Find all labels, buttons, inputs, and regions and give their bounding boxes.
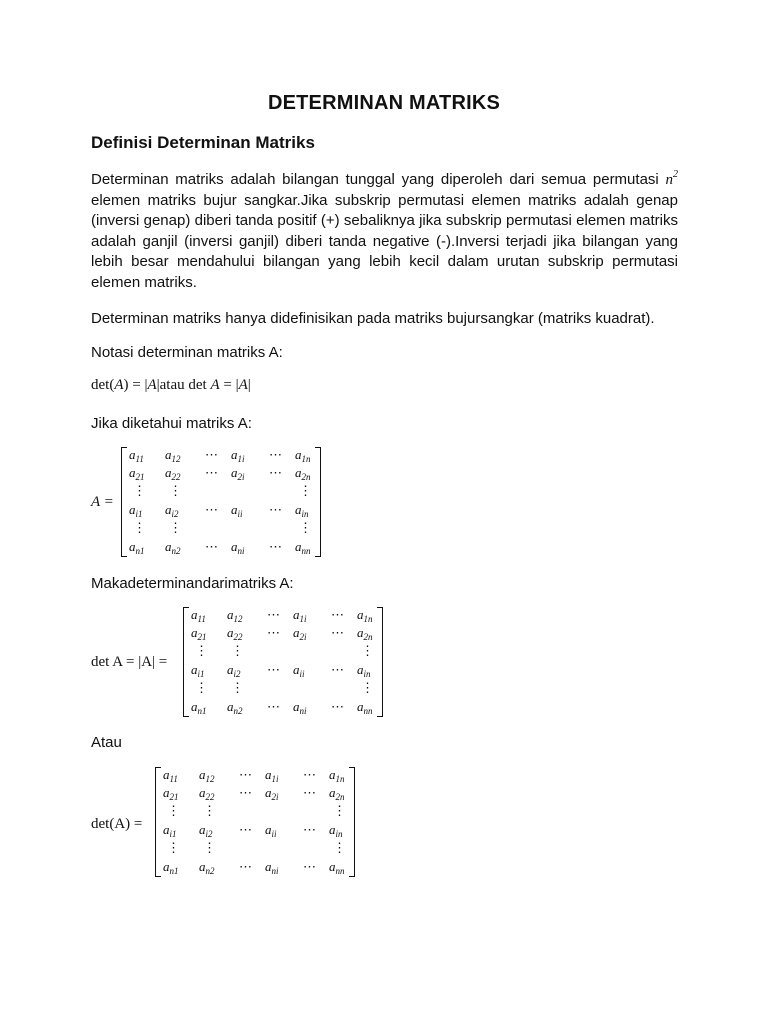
vdots: ⋮ — [133, 483, 146, 498]
matrix-entry: $a_{nn}$ — [329, 859, 345, 876]
matrix-entry: $a_{i2}$ — [199, 822, 213, 839]
hdots: ⋯ — [269, 502, 282, 517]
vdots: ⋮ — [195, 643, 208, 658]
matrix-entry: $a_{in}$ — [357, 662, 371, 679]
matrix-entry: $a_{1n}$ — [295, 447, 311, 464]
right-bracket — [377, 607, 383, 717]
matrix-entry: $a_{n1}$ — [129, 539, 145, 556]
matrix-entry: $a_{n2}$ — [199, 859, 215, 876]
matrix-entry: $a_{ni}$ — [265, 859, 279, 876]
hdots: ⋯ — [331, 625, 344, 640]
matrix-entry: $a_{ni}$ — [231, 539, 245, 556]
matrix-entry: $a_{ii}$ — [293, 662, 305, 679]
hdots: ⋯ — [267, 625, 280, 640]
definition-text-rest: elemen matriks bujur sangkar.Jika subskrip permutasi elemen matriks adalah genap (inversi genap) diberi tanda positif (+) sebaliknya jika subskrip permutasi elemen matriks adalah ganjil (inversi ganjil) diberi tanda negative (-).Inversi terjadi jika bilangan yang lebih besar mendahului bilangan yang lebih kecil dalam urutan subskrip permutasi elemen matriks. — [91, 191, 678, 291]
matrix-entry: $a_{2i}$ — [265, 785, 279, 802]
hdots: ⋯ — [269, 539, 282, 554]
hdots: ⋯ — [269, 465, 282, 480]
vdots: ⋮ — [361, 643, 374, 658]
matrix-entry: $a_{11}$ — [129, 447, 144, 464]
formula-part-5: | — [247, 377, 251, 393]
n-squared-symbol — [665, 169, 679, 188]
section-heading: Definisi Determinan Matriks — [91, 133, 315, 152]
hdots: ⋯ — [331, 662, 344, 677]
matrix-entry: $a_{21}$ — [129, 465, 145, 482]
matrix-entry: $a_{ii}$ — [265, 822, 277, 839]
formula-part-2: ) = | — [123, 377, 148, 393]
hdots: ⋯ — [331, 699, 344, 714]
matrix-entry: $a_{22}$ — [165, 465, 181, 482]
vdots: ⋮ — [333, 803, 346, 818]
determinant-label: Makadeterminandarimatriks A: — [91, 575, 294, 592]
page-title: DETERMINAN MATRIKS — [267, 92, 501, 114]
matrix-entry: $a_{in}$ — [295, 502, 309, 519]
notation-formula — [91, 377, 251, 394]
matrix-entry: $a_{ni}$ — [293, 699, 307, 716]
vdots: ⋮ — [231, 680, 244, 695]
matrix-entry: $a_{1i}$ — [231, 447, 245, 464]
formula-var-a: A — [238, 377, 248, 393]
given-label: Jika diketahui matriks A: — [91, 415, 252, 432]
vdots: ⋮ — [167, 840, 180, 855]
vdots: ⋮ — [361, 680, 374, 695]
matrix-a — [121, 447, 321, 557]
hdots: ⋯ — [331, 607, 344, 622]
n-symbol: n — [665, 172, 674, 188]
matrix-entry: $a_{i1}$ — [129, 502, 143, 519]
matrix-entry: $a_{ii}$ — [231, 502, 243, 519]
right-bracket — [349, 767, 355, 877]
matrix-entry: $a_{2n}$ — [329, 785, 345, 802]
hdots: ⋯ — [303, 785, 316, 800]
hdots: ⋯ — [303, 767, 316, 782]
hdots: ⋯ — [239, 785, 252, 800]
hdots: ⋯ — [303, 822, 316, 837]
matrix-entry: $a_{n1}$ — [191, 699, 207, 716]
matrix-entry: $a_{12}$ — [165, 447, 181, 464]
formula-part-4: = | — [219, 377, 239, 393]
matrix-det-paren — [155, 767, 355, 877]
vdots: ⋮ — [203, 840, 216, 855]
matrix-entry: $a_{21}$ — [163, 785, 179, 802]
definition-paragraph — [91, 170, 678, 293]
matrix-entry: $a_{nn}$ — [357, 699, 373, 716]
matrix-entry: $a_{n1}$ — [163, 859, 179, 876]
matrix-entry: $a_{n2}$ — [227, 699, 243, 716]
matrix-entry: $a_{in}$ — [329, 822, 343, 839]
matrix-entry: $a_{22}$ — [227, 625, 243, 642]
matrix-det-abs — [183, 607, 383, 717]
hdots: ⋯ — [239, 767, 252, 782]
formula-var-a: A — [210, 377, 220, 393]
hdots: ⋯ — [239, 859, 252, 874]
det-paren-lhs: det(A) = — [91, 816, 143, 832]
matrix-entry: $a_{nn}$ — [295, 539, 311, 556]
vdots: ⋮ — [333, 840, 346, 855]
matrix-entry: $a_{2n}$ — [295, 465, 311, 482]
hdots: ⋯ — [205, 502, 218, 517]
matrix-entry: $a_{i1}$ — [163, 822, 177, 839]
hdots: ⋯ — [303, 859, 316, 874]
hdots: ⋯ — [267, 662, 280, 677]
vdots: ⋮ — [299, 483, 312, 498]
matrix-entry: $a_{2i}$ — [231, 465, 245, 482]
vdots: ⋮ — [169, 520, 182, 535]
matrix-entry: $a_{i2}$ — [165, 502, 179, 519]
or-label: Atau — [91, 734, 122, 751]
vdots: ⋮ — [203, 803, 216, 818]
hdots: ⋯ — [205, 447, 218, 462]
vdots: ⋮ — [195, 680, 208, 695]
formula-part-1: det( — [91, 377, 115, 393]
matrix-a-lhs: A = — [91, 494, 114, 510]
vdots: ⋮ — [299, 520, 312, 535]
exponent-2: 2 — [673, 169, 679, 180]
vdots: ⋮ — [133, 520, 146, 535]
hdots: ⋯ — [269, 447, 282, 462]
matrix-entry: $a_{11}$ — [191, 607, 206, 624]
matrix-entry: $a_{12}$ — [199, 767, 215, 784]
definition-text-start: Determinan matriks adalah bilangan tunggal yang diperoleh dari semua permutasi — [91, 171, 659, 188]
formula-var-a: A — [147, 377, 157, 393]
matrix-entry: $a_{12}$ — [227, 607, 243, 624]
left-bracket — [155, 767, 161, 877]
det-abs-lhs: det A = |A| = — [91, 654, 168, 670]
matrix-entry: $a_{1n}$ — [357, 607, 373, 624]
vdots: ⋮ — [231, 643, 244, 658]
vdots: ⋮ — [169, 483, 182, 498]
left-bracket — [121, 447, 127, 557]
square-matrix-note: Determinan matriks hanya didefinisikan pada matriks bujursangkar (matriks kuadrat). — [91, 310, 655, 327]
matrix-entry: $a_{21}$ — [191, 625, 207, 642]
matrix-entry: $a_{i1}$ — [191, 662, 205, 679]
vdots: ⋮ — [167, 803, 180, 818]
hdots: ⋯ — [267, 699, 280, 714]
matrix-entry: $a_{2n}$ — [357, 625, 373, 642]
hdots: ⋯ — [267, 607, 280, 622]
matrix-entry: $a_{11}$ — [163, 767, 178, 784]
matrix-entry: $a_{1i}$ — [293, 607, 307, 624]
formula-var-a: A — [114, 377, 124, 393]
matrix-entry: $a_{i2}$ — [227, 662, 241, 679]
matrix-entry: $a_{2i}$ — [293, 625, 307, 642]
matrix-entry: $a_{1i}$ — [265, 767, 279, 784]
matrix-entry: $a_{22}$ — [199, 785, 215, 802]
left-bracket — [183, 607, 189, 717]
right-bracket — [315, 447, 321, 557]
hdots: ⋯ — [239, 822, 252, 837]
hdots: ⋯ — [205, 465, 218, 480]
formula-part-3: |atau det — [156, 377, 211, 393]
notation-label: Notasi determinan matriks A: — [91, 344, 283, 361]
hdots: ⋯ — [205, 539, 218, 554]
matrix-entry: $a_{n2}$ — [165, 539, 181, 556]
matrix-entry: $a_{1n}$ — [329, 767, 345, 784]
